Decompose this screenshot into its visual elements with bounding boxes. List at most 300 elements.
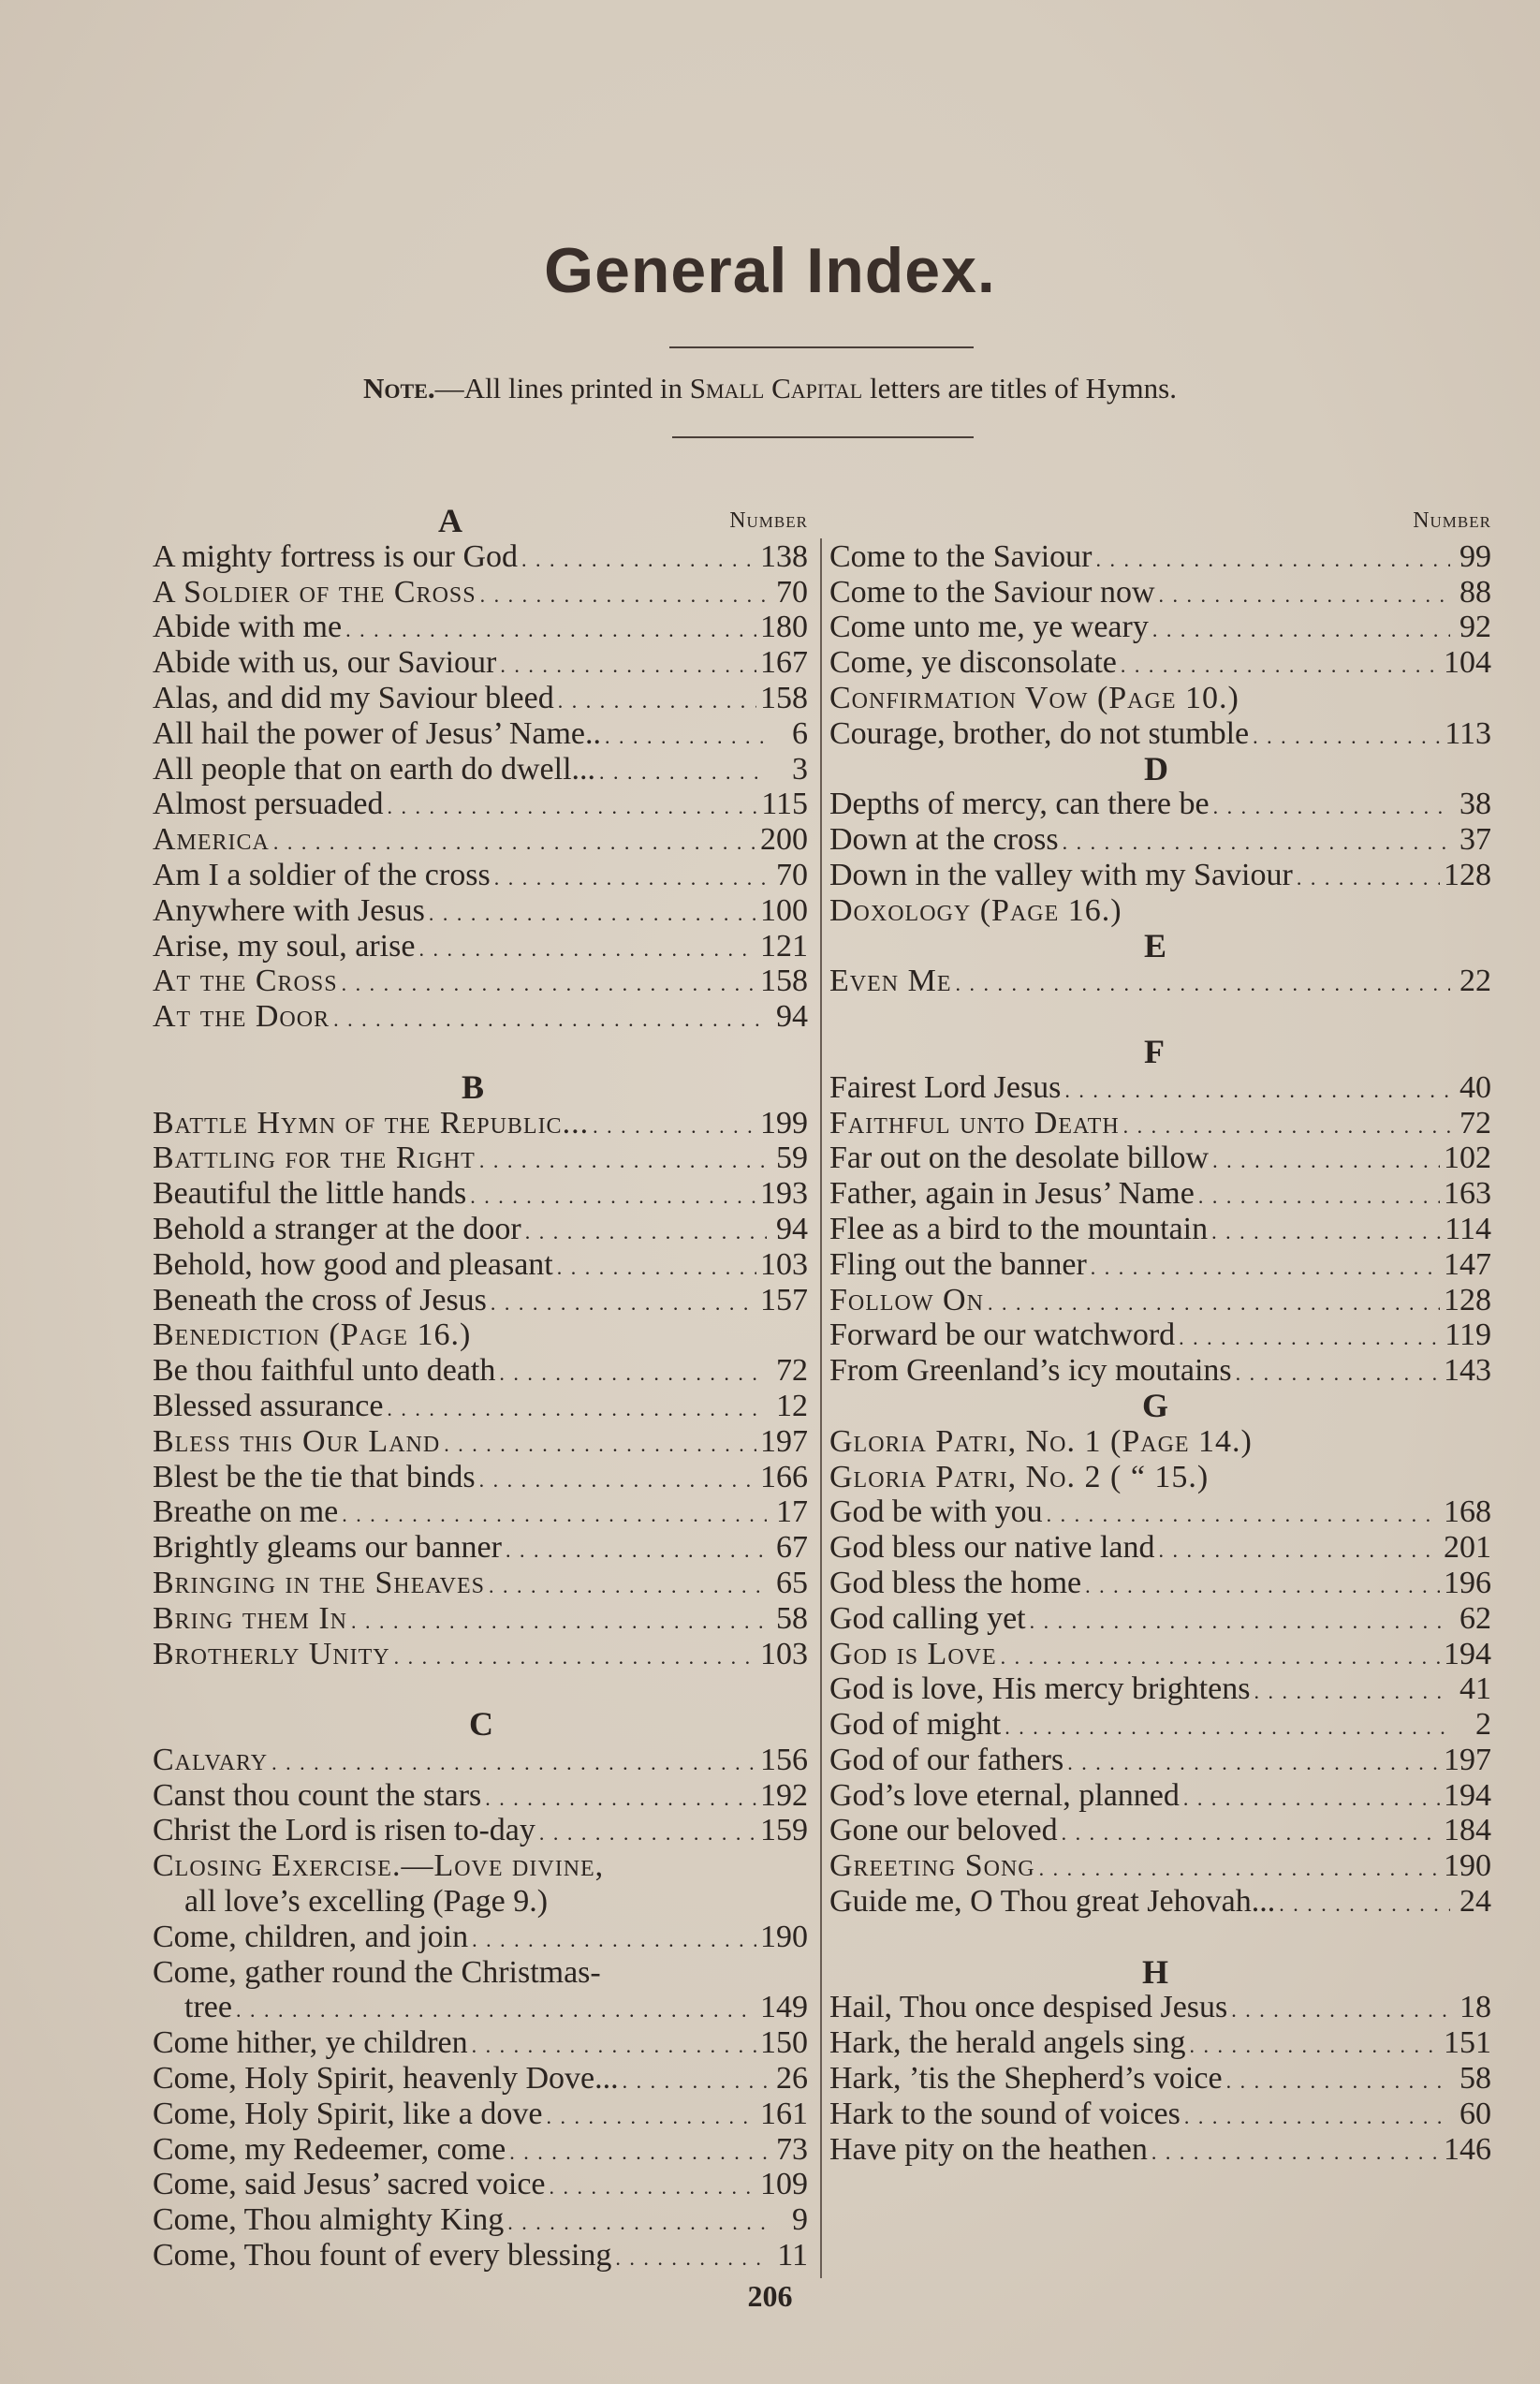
- entry-number: 72: [1459, 1105, 1491, 1140]
- entry-number: 72: [776, 1353, 808, 1389]
- index-entry: [829, 1317, 1491, 1353]
- index-entry: [153, 858, 808, 893]
- index-entry: [153, 2132, 808, 2168]
- index-entry: [829, 1813, 1491, 1848]
- index-entry: [153, 1813, 808, 1848]
- left-column-header: [153, 504, 808, 539]
- entry-number: 62: [1459, 1600, 1491, 1636]
- entry-title: Come, my Redeemer, come: [153, 2131, 506, 2167]
- dot-leader: [623, 2064, 767, 2099]
- entry-number: 58: [776, 1600, 808, 1636]
- entry-number: 190: [760, 1919, 808, 1954]
- index-entry: [829, 2025, 1491, 2061]
- entry-title: Calvary: [153, 1742, 269, 1777]
- dot-leader: [1183, 1781, 1440, 1817]
- entry-number: 119: [1445, 1317, 1491, 1353]
- index-entry: [153, 1920, 808, 1955]
- entry-title: Blest be the tie that binds: [153, 1459, 476, 1494]
- section-f-list: [829, 1070, 1491, 1389]
- index-entry: [829, 1743, 1491, 1778]
- index-entry: [153, 1955, 808, 1991]
- entry-title: Come hither, ye children: [153, 2025, 468, 2061]
- entry-number: 199: [760, 1105, 808, 1140]
- entry-number: 143: [1444, 1353, 1491, 1389]
- entry-title: Hark to the sound of voices: [829, 2096, 1181, 2131]
- entry-title: all love’s excelling (Page 9.): [184, 1884, 549, 1920]
- index-entry: [153, 1460, 808, 1495]
- entry-title: God bless our native land: [829, 1530, 1155, 1566]
- entry-number: 103: [760, 1636, 808, 1671]
- index-entry: [829, 1070, 1491, 1106]
- entry-title: Confirmation Vow (Page 10.): [829, 680, 1239, 715]
- entry-title: Bless this Our Land: [153, 1423, 441, 1459]
- index-entry: [829, 575, 1491, 611]
- entry-title: At the Cross: [153, 964, 338, 999]
- entry-number: 168: [1444, 1494, 1491, 1530]
- dot-leader: [1279, 1887, 1450, 1922]
- index-entry: [153, 1283, 808, 1318]
- entry-title: All people that on earth do dwell...: [153, 751, 596, 787]
- entry-number: 100: [760, 892, 808, 928]
- index-entry: [153, 1494, 808, 1530]
- dot-leader: [605, 719, 767, 755]
- dot-leader: [1123, 1109, 1450, 1144]
- entry-number: 200: [760, 822, 808, 858]
- entry-number: 94: [776, 999, 808, 1035]
- section-c-list: [153, 1743, 808, 2274]
- entry-title: Come to the Saviour now: [829, 574, 1155, 610]
- section-e-heading: [829, 926, 1491, 964]
- index-entry: [829, 1778, 1491, 1814]
- entry-title: Christ the Lord is risen to-day: [153, 1813, 535, 1848]
- index-entry: [153, 1212, 808, 1247]
- entry-number: 161: [760, 2096, 808, 2131]
- entry-title: Come, gather round the Christmas-: [153, 1954, 601, 1990]
- index-entry: [153, 2238, 808, 2274]
- entry-title: God of our fathers: [829, 1742, 1064, 1777]
- index-entry: [153, 610, 808, 645]
- dot-leader: [557, 1250, 756, 1286]
- dot-leader: [500, 648, 756, 684]
- section-d-heading: [829, 749, 1491, 787]
- entry-title: Come, Holy Spirit, heavenly Dove...: [153, 2061, 619, 2097]
- title-rule-bottom: [672, 436, 974, 438]
- page-number: 206: [747, 2279, 793, 2313]
- dot-leader: [988, 1286, 1440, 1321]
- entry-number: 147: [1444, 1246, 1491, 1282]
- dot-leader: [1067, 1745, 1440, 1781]
- entry-title: Have pity on the heathen: [829, 2131, 1148, 2167]
- entry-title: Come, Thou fount of every blessing: [153, 2238, 612, 2274]
- entry-number: 197: [760, 1423, 808, 1459]
- dot-leader: [470, 1179, 756, 1214]
- entry-title: Flee as a bird to the mountain: [829, 1211, 1209, 1246]
- entry-title: From Greenland’s icy moutains: [829, 1353, 1232, 1389]
- index-entry: [829, 1212, 1491, 1247]
- entry-number: 156: [760, 1742, 808, 1777]
- entry-title: God is love, His mercy brightens: [829, 1671, 1251, 1707]
- entry-number: 109: [760, 2167, 808, 2202]
- index-entry: [829, 1990, 1491, 2025]
- entry-number: 115: [761, 787, 808, 822]
- entry-title: Battle Hymn of the Republic...: [153, 1105, 590, 1140]
- entry-number: 24: [1459, 1884, 1491, 1920]
- dot-leader: [1063, 825, 1450, 861]
- index-entry: [153, 539, 808, 575]
- section-letter-b: B: [462, 1067, 485, 1106]
- dot-leader: [1095, 542, 1450, 578]
- entry-title: Down in the valley with my Saviour: [829, 857, 1293, 892]
- section-letter-h: H: [1142, 1952, 1169, 1991]
- dot-leader: [342, 1497, 767, 1533]
- entry-number: 150: [760, 2025, 808, 2061]
- entry-title: God bless the home: [829, 1565, 1082, 1600]
- dot-leader: [444, 1427, 756, 1463]
- entry-number: 157: [760, 1282, 808, 1317]
- entry-number: 58: [1459, 2061, 1491, 2097]
- entry-number: 113: [1445, 715, 1491, 751]
- section-b-heading: [153, 1067, 808, 1106]
- dot-leader: [1254, 1674, 1451, 1710]
- entry-title: Fairest Lord Jesus: [829, 1069, 1062, 1105]
- index-entry: [829, 1671, 1491, 1707]
- entry-number: 184: [1444, 1813, 1491, 1848]
- section-c-continued-list: [829, 539, 1491, 752]
- entry-title: Gone our beloved: [829, 1813, 1058, 1848]
- dot-leader: [271, 1745, 756, 1781]
- index-entry: [829, 1106, 1491, 1141]
- index-entry: [829, 1848, 1491, 1884]
- entry-number: 9: [792, 2202, 808, 2238]
- note-line: [0, 372, 1540, 405]
- index-entry: [153, 1884, 808, 1920]
- entry-title: Blessed assurance: [153, 1388, 384, 1423]
- index-entry: [153, 1530, 808, 1566]
- index-entry: [153, 1566, 808, 1601]
- entry-number: 102: [1444, 1140, 1491, 1176]
- entry-title: Faithful unto Death: [829, 1105, 1120, 1140]
- entry-title: A Soldier of the Cross: [153, 574, 477, 610]
- entry-title: Fling out the banner: [829, 1246, 1087, 1282]
- dot-leader: [345, 612, 756, 648]
- index-entry: [829, 1601, 1491, 1637]
- dot-leader: [1236, 1356, 1440, 1391]
- section-h-list: [829, 1990, 1491, 2167]
- dot-leader: [387, 1391, 767, 1427]
- entry-title: Follow On: [829, 1282, 984, 1317]
- entry-number: 138: [760, 538, 808, 574]
- index-entry: [829, 1424, 1491, 1460]
- dot-leader: [491, 1286, 756, 1321]
- section-letter-d: D: [1144, 749, 1168, 787]
- entry-number: 167: [760, 645, 808, 681]
- entry-title: Benediction (Page 16.): [153, 1317, 472, 1353]
- entry-number: 104: [1444, 645, 1491, 681]
- left-column: [153, 504, 808, 2274]
- index-entry: [153, 787, 808, 822]
- dot-leader: [615, 2241, 767, 2276]
- entry-number: 103: [760, 1246, 808, 1282]
- index-entry: [829, 858, 1491, 893]
- entry-title: Hark, the herald angels sing: [829, 2025, 1186, 2061]
- index-entry: [153, 1176, 808, 1212]
- entry-number: 41: [1459, 1671, 1491, 1707]
- index-entry: [153, 1140, 808, 1176]
- note-text-2: letters are titles of Hymns.: [862, 372, 1177, 405]
- entry-number: 70: [776, 574, 808, 610]
- entry-number: 26: [776, 2061, 808, 2097]
- dot-leader: [539, 1816, 756, 1851]
- dot-leader: [1190, 2028, 1441, 2064]
- entry-title: Gloria Patri, No. 2 ( “ 15.): [829, 1459, 1210, 1494]
- entry-title: Battling for the Right: [153, 1140, 476, 1176]
- dot-leader: [1253, 719, 1441, 755]
- entry-number: 3: [792, 751, 808, 787]
- dot-leader: [1085, 1568, 1440, 1604]
- dot-leader: [1062, 1816, 1440, 1851]
- entry-number: 40: [1459, 1069, 1491, 1105]
- entry-number: 128: [1444, 857, 1491, 892]
- entry-number: 196: [1444, 1565, 1491, 1600]
- dot-leader: [479, 1463, 756, 1498]
- entry-number: 158: [760, 680, 808, 715]
- dot-leader: [489, 1568, 767, 1604]
- entry-title: At the Door: [153, 999, 330, 1035]
- entry-number: 159: [760, 1813, 808, 1848]
- section-d-list: [829, 787, 1491, 928]
- index-entry: [153, 2202, 808, 2238]
- dot-leader: [1091, 1250, 1440, 1286]
- entry-title: Come to the Saviour: [829, 538, 1093, 574]
- section-f-heading: [829, 1032, 1491, 1070]
- entry-title: Come unto me, ye weary: [829, 610, 1149, 645]
- index-entry: [153, 893, 808, 929]
- page-title: General Index.: [544, 235, 996, 306]
- entry-title: Arise, my soul, arise: [153, 928, 416, 964]
- section-b-list: [153, 1106, 808, 1672]
- section-letter-e: E: [1144, 926, 1167, 964]
- section-c-heading: [153, 1707, 808, 1743]
- dot-leader: [1047, 1497, 1440, 1533]
- entry-number: 70: [776, 857, 808, 892]
- dot-leader: [1152, 612, 1450, 648]
- entry-number: 193: [760, 1176, 808, 1212]
- section-a-list: [153, 539, 808, 1035]
- section-g-heading: [829, 1386, 1491, 1424]
- entry-title: Alas, and did my Saviour bleed: [153, 680, 554, 715]
- dot-leader: [472, 1922, 756, 1958]
- entry-title: Depths of mercy, can there be: [829, 787, 1210, 822]
- note-lead: Note.: [363, 372, 435, 405]
- number-label-right: Number: [1413, 508, 1491, 533]
- index-entry: [829, 610, 1491, 645]
- entry-title: Hark, ’tis the Shepherd’s voice: [829, 2061, 1223, 2097]
- entry-title: Even Me: [829, 964, 952, 999]
- index-entry: [153, 1247, 808, 1283]
- entry-number: 163: [1444, 1176, 1491, 1212]
- entry-number: 99: [1459, 538, 1491, 574]
- dot-leader: [1231, 1993, 1450, 2028]
- section-h-heading: [829, 1952, 1491, 1991]
- entry-number: 12: [776, 1388, 808, 1423]
- dot-leader: [1184, 2099, 1450, 2135]
- dot-leader: [1159, 1533, 1441, 1568]
- entry-number: 18: [1459, 1990, 1491, 2025]
- index-entry: [829, 822, 1491, 858]
- entry-number: 192: [760, 1777, 808, 1813]
- index-entry: [153, 964, 808, 999]
- entry-number: 149: [760, 1990, 808, 2025]
- entry-title: Be thou faithful unto death: [153, 1353, 496, 1389]
- entry-title: Greeting Song: [829, 1848, 1035, 1884]
- dot-leader: [1121, 648, 1440, 684]
- index-entry: [153, 752, 808, 787]
- entry-number: 67: [776, 1530, 808, 1566]
- entry-title: Courage, brother, do not stumble: [829, 715, 1250, 751]
- entry-title: All hail the power of Jesus’ Name..: [153, 715, 602, 751]
- entry-title: Doxology (Page 16.): [829, 892, 1122, 928]
- index-entry: [829, 645, 1491, 681]
- index-entry: [153, 1389, 808, 1424]
- index-entry: [829, 1283, 1491, 1318]
- dot-leader: [394, 1640, 756, 1675]
- entry-number: 59: [776, 1140, 808, 1176]
- right-column: [829, 504, 1491, 2167]
- index-entry: [153, 575, 808, 611]
- entry-title: Far out on the desolate billow: [829, 1140, 1210, 1176]
- dot-leader: [1064, 1073, 1450, 1109]
- entry-title: Brotherly Unity: [153, 1636, 390, 1671]
- entry-title: Bring them In: [153, 1600, 347, 1636]
- dot-leader: [418, 932, 756, 967]
- dot-leader: [509, 2135, 767, 2171]
- entry-title: Behold, how good and pleasant: [153, 1246, 553, 1282]
- section-letter-f: F: [1144, 1032, 1165, 1070]
- entry-title: God calling yet: [829, 1600, 1026, 1636]
- dot-leader: [1001, 1640, 1440, 1675]
- entry-title: Beautiful the little hands: [153, 1176, 467, 1212]
- index-entry: [153, 822, 808, 858]
- dot-leader: [387, 789, 757, 825]
- dot-leader: [342, 966, 756, 1002]
- index-entry: [153, 645, 808, 681]
- index-entry: [829, 1530, 1491, 1566]
- dot-leader: [1179, 1320, 1441, 1356]
- index-entry: [829, 716, 1491, 752]
- title-rule-top: [669, 346, 974, 348]
- dot-leader: [472, 2028, 756, 2064]
- index-entry: [829, 539, 1491, 575]
- index-entry: [829, 964, 1491, 999]
- index-entry: [153, 2025, 808, 2061]
- dot-leader: [507, 2205, 767, 2241]
- index-entry: [829, 1707, 1491, 1743]
- dot-leader: [1212, 1143, 1440, 1179]
- dot-leader: [494, 861, 767, 896]
- dot-leader: [593, 1109, 756, 1144]
- index-entry: [829, 1140, 1491, 1176]
- index-entry: [153, 716, 808, 752]
- entry-number: 38: [1459, 787, 1491, 822]
- number-label-left: Number: [729, 508, 808, 533]
- entry-number: 158: [760, 964, 808, 999]
- dot-leader: [485, 1781, 756, 1817]
- dot-leader: [273, 825, 756, 861]
- entry-title: Canst thou count the stars: [153, 1777, 482, 1813]
- dot-leader: [1039, 1851, 1440, 1887]
- index-entry: [829, 2097, 1491, 2132]
- dot-leader: [1005, 1710, 1450, 1745]
- entry-title: tree: [184, 1990, 232, 2025]
- section-letter-c: C: [469, 1705, 493, 1744]
- entry-title: Come, children, and join: [153, 1919, 469, 1954]
- dot-leader: [525, 1214, 767, 1250]
- index-entry: [829, 1884, 1491, 1920]
- index-entry: [153, 1317, 808, 1353]
- entry-title: Brightly gleams our banner: [153, 1530, 502, 1566]
- entry-number: 128: [1444, 1282, 1491, 1317]
- index-entry: [829, 1637, 1491, 1672]
- dot-leader: [499, 1356, 767, 1391]
- entry-title: Come, Holy Spirit, like a dove: [153, 2096, 543, 2131]
- entry-title: Come, ye disconsolate: [829, 645, 1117, 681]
- entry-title: Hail, Thou once despised Jesus: [829, 1990, 1228, 2025]
- index-entry: [153, 1637, 808, 1672]
- dot-leader: [1211, 1214, 1441, 1250]
- note-text-1: —All lines printed in: [434, 372, 690, 405]
- entry-number: 194: [1444, 1777, 1491, 1813]
- index-entry: [153, 1424, 808, 1460]
- index-entry: [153, 1106, 808, 1141]
- entry-title: Bringing in the Sheaves: [153, 1565, 485, 1600]
- entry-title: A mighty fortress is our God: [153, 538, 519, 574]
- entry-number: 88: [1459, 574, 1491, 610]
- entry-title: Beneath the cross of Jesus: [153, 1282, 487, 1317]
- dot-leader: [479, 1143, 767, 1179]
- index-entry: [153, 2061, 808, 2097]
- entry-number: 194: [1444, 1636, 1491, 1671]
- index-entry: [153, 1848, 808, 1884]
- entry-title: God be with you: [829, 1494, 1043, 1530]
- index-entry: [829, 1494, 1491, 1530]
- dot-leader: [1198, 1179, 1440, 1214]
- entry-title: God of might: [829, 1707, 1002, 1743]
- entry-title: God’s love eternal, planned: [829, 1777, 1180, 1813]
- dot-leader: [1151, 2135, 1440, 2171]
- dot-leader: [1226, 2064, 1450, 2099]
- index-entry: [829, 787, 1491, 822]
- index-entry: [829, 2132, 1491, 2168]
- right-column-header: [829, 504, 1491, 539]
- entry-title: Guide me, O Thou great Jehovah...: [829, 1884, 1276, 1920]
- entry-number: 94: [776, 1211, 808, 1246]
- section-letter-a: A: [438, 502, 462, 539]
- entry-title: Anywhere with Jesus: [153, 892, 425, 928]
- entry-number: 92: [1459, 610, 1491, 645]
- index-entry: [829, 1353, 1491, 1389]
- entry-title: God is Love: [829, 1636, 997, 1671]
- entry-title: Abide with me: [153, 610, 343, 645]
- note-small-capital: Small Capital: [689, 372, 863, 405]
- index-entry: [153, 1601, 808, 1637]
- entry-title: Abide with us, our Saviour: [153, 645, 497, 681]
- entry-title: Closing Exercise.—Love divine,: [153, 1848, 605, 1884]
- entry-number: 197: [1444, 1742, 1491, 1777]
- entry-number: 22: [1459, 964, 1491, 999]
- entry-title: Come, said Jesus’ sacred voice: [153, 2167, 546, 2202]
- index-entry: [153, 999, 808, 1035]
- dot-leader: [955, 966, 1450, 1002]
